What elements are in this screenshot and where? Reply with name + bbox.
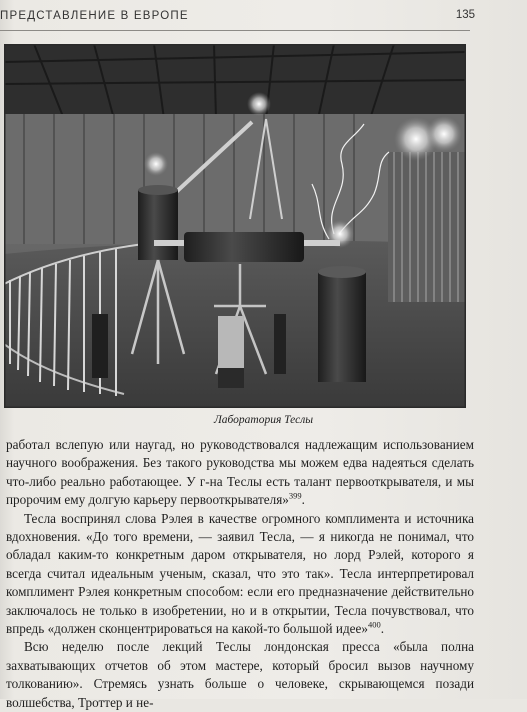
paragraph-text: Тесла воспринял слова Рэлея в качестве огромного комплимента и источника вдохновения. «До того времени, — заявил Тесла, — я никогда не понимал, что обладал каким-то конкретным даром открывателя, но лорд Рэлей, которого я всегда считал идеальным ученым, сказал, что это так». Тесла интерпретировал комплимент Рэлея конкретным способом: если его предназначение действительно заключалось не только в изобретении, но и в открытии, Тесла почувствовал, что впредь «должен сконцентрироваться на какой-то большой идее»	[6, 510, 474, 637]
page-number: 135	[455, 9, 475, 21]
paragraph	[6, 638, 474, 712]
figure-caption: Лаборатория Теслы	[213, 414, 314, 426]
footnote-ref: 399	[288, 490, 302, 501]
header-rule	[0, 30, 470, 31]
paragraph-text: Всю неделю после лекций Теслы лондонская пресса «была полна захватывающих отчетов об этом мастере, который бросил вызов научному толкованию». Стремясь узнать больше о человеке, скрывающемся позади волшебства, Троттер и не-	[6, 639, 474, 710]
paragraph-text: работал вслепую или наугад, но руководствовался надлежащим использованием научного воображения. Без такого руководства мы можем едва надеяться сделать что-либо реально работающее. У г-на Теслы есть талант первооткрывателя, и мы пророчим ему долгую карьеру первооткрывателя»	[6, 437, 474, 508]
laboratory-photo-drawing	[4, 44, 466, 408]
body-text	[6, 436, 474, 712]
paragraph: работал вслепую или наугад, но руководствовался надлежащим использованием научного воображения. Без такого руководства мы можем едва надеяться сделать что-либо реально работающее. У г-на Теслы есть талант первооткрывателя, и мы пророчим ему долгую карьеру первооткрывателя»$^{399}$.	[6, 437, 474, 508]
paragraph: Тесла воспринял слова Рэлея в качестве огромного комплимента и источника вдохновения. «До того времени, — заявил Тесла, — я никогда не понимал, что обладал каким-то конкретным даром открывателя, но лорд Рэлей, которого я всегда считал идеальным ученым, сказал, что это так». Тесла интерпретировал комплимент Рэлея конкретным способом: если его предназначение действительно заключалось не только в изобретении, но и в открытии, Тесла почувствовал, что впредь «должен сконцентрироваться на какой-то большой идее»$^{400}$.	[6, 510, 474, 637]
laboratory-photo	[4, 44, 466, 408]
footnote-ref: 400	[367, 619, 381, 630]
running-title: ПРЕДСТАВЛЕНИЕ В ЕВРОПЕ	[0, 10, 189, 22]
